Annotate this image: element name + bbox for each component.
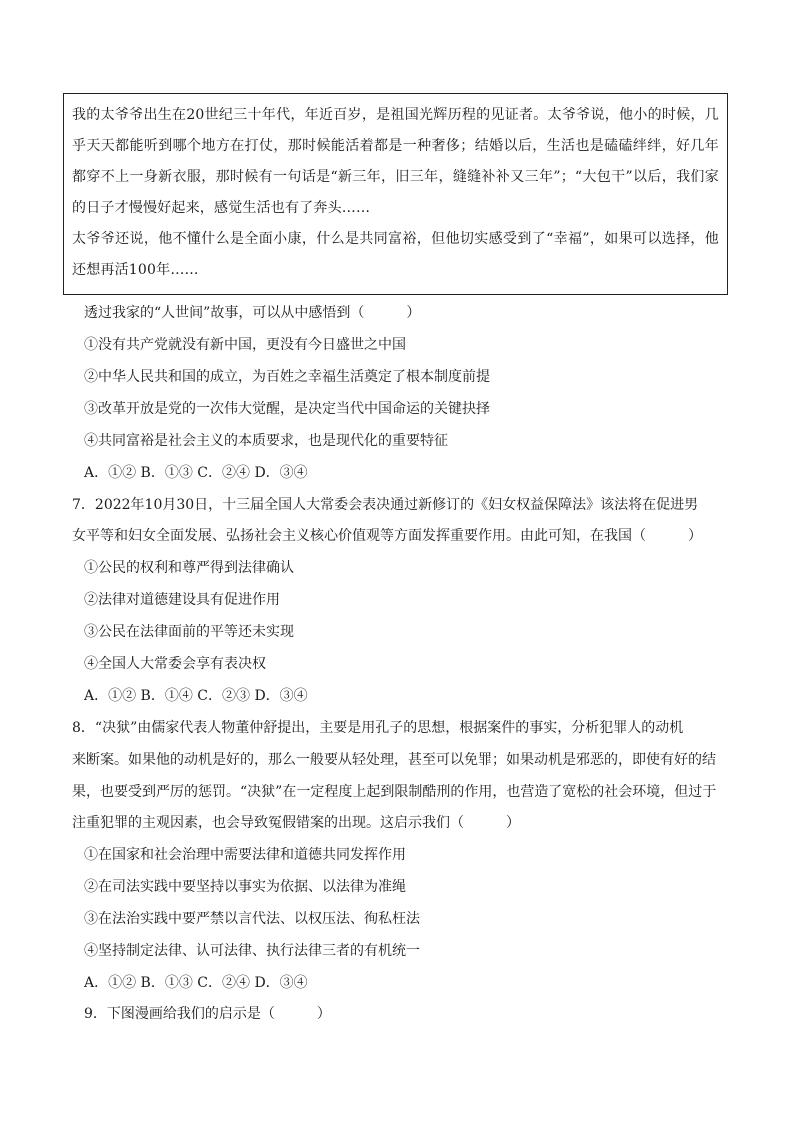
q7-answer-choices: A．①② B．①④ C．②③ D．③④ (84, 688, 308, 704)
q6-answer-choices: A．①② B．①③ C．②④ D．③④ (84, 465, 308, 481)
q6-option-4: ④共同富裕是社会主义的本质要求，也是现代化的重要特征 (84, 433, 448, 449)
material-paragraph-2: 太爷爷还说，他不懂什么是全面小康，什么是共同富裕，但他切实感受到了“幸福”，如果可以选择，他还想再活100年…… (72, 231, 719, 278)
q8-option-1: ①在国家和社会治理中需要法律和道德共同发挥作用 (84, 847, 406, 863)
q8-answer-choices: A．①② B．①③ C．②④ D．③④ (84, 975, 308, 991)
q7-stem-line-2: 女平等和妇女全面发展、弘扬社会主义核心价值观等方面发挥重要作用。由此可知，在我国（ ） (72, 528, 702, 544)
q8-option-2: ②在司法实践中要坚持以事实为依据、以法律为准绳 (84, 879, 406, 895)
q6-option-1: ①没有共产党就没有新中国，更没有今日盛世之中国 (84, 337, 406, 353)
q8-option-3: ③在法治实践中要严禁以言代法、以权压法、徇私枉法 (84, 911, 420, 927)
q6-option-2: ②中华人民共和国的成立，为百姓之幸福生活奠定了根本制度前提 (84, 369, 490, 385)
q8-stem-line-4: 注重犯罪的主观因素，也会导致冤假错案的出现。这启示我们（ ） (72, 815, 520, 831)
q6-stem: 透过我家的“人世间”故事，可以从中感悟到（ ） (84, 305, 421, 321)
q8-stem-line-1: 8．“决狱”由儒家代表人物董仲舒提出，主要是用孔子的思想，根据案件的事实，分析犯罪人的动机 (72, 720, 684, 736)
q7-stem-line-1: 7．2022年10月30日，十三届全国人大常委会表决通过新修订的《妇女权益保障法》该法将在促进男 (72, 497, 699, 513)
q8-stem-line-2: 来断案。如果他的动机是好的，那么一般要从轻处理，甚至可以免罪；如果动机是邪恶的，即使有好的结 (72, 752, 716, 768)
q6-option-3: ③改革开放是党的一次伟大觉醒，是决定当代中国命运的关键抉择 (84, 401, 490, 417)
q7-option-4: ④全国人大常委会享有表决权 (84, 656, 266, 672)
material-paragraph-1: 我的太爷爷出生在20世纪三十年代，年近百岁，是祖国光辉历程的见证者。太爷爷说，他小的时候，几乎天天都能听到哪个地方在打仗，那时候能活着都是一种奢侈；结婚以后，生活也是磕磕绊绊，好几年都穿不上一身新衣服，那时候有一句话是“新三年，旧三年，缝缝补补又三年”；“大包干”以后，我们家的日子才慢慢好起来，感觉生活也有了奔头…… (72, 107, 719, 216)
material-box (63, 93, 728, 295)
q9-stem: 9．下图漫画给我们的启示是（ ） (84, 1006, 331, 1022)
q7-option-3: ③公民在法律面前的平等还未实现 (84, 624, 294, 640)
q7-option-1: ①公民的权利和尊严得到法律确认 (84, 560, 294, 576)
q8-stem-line-3: 果，也要受到严厉的惩罚。“决狱”在一定程度上起到限制酷刑的作用，也营造了宽松的社会环境，但过于 (72, 784, 717, 800)
q8-option-4: ④坚持制定法律、认可法律、执行法律三者的有机统一 (84, 943, 420, 959)
q7-option-2: ②法律对道德建设具有促进作用 (84, 592, 280, 608)
